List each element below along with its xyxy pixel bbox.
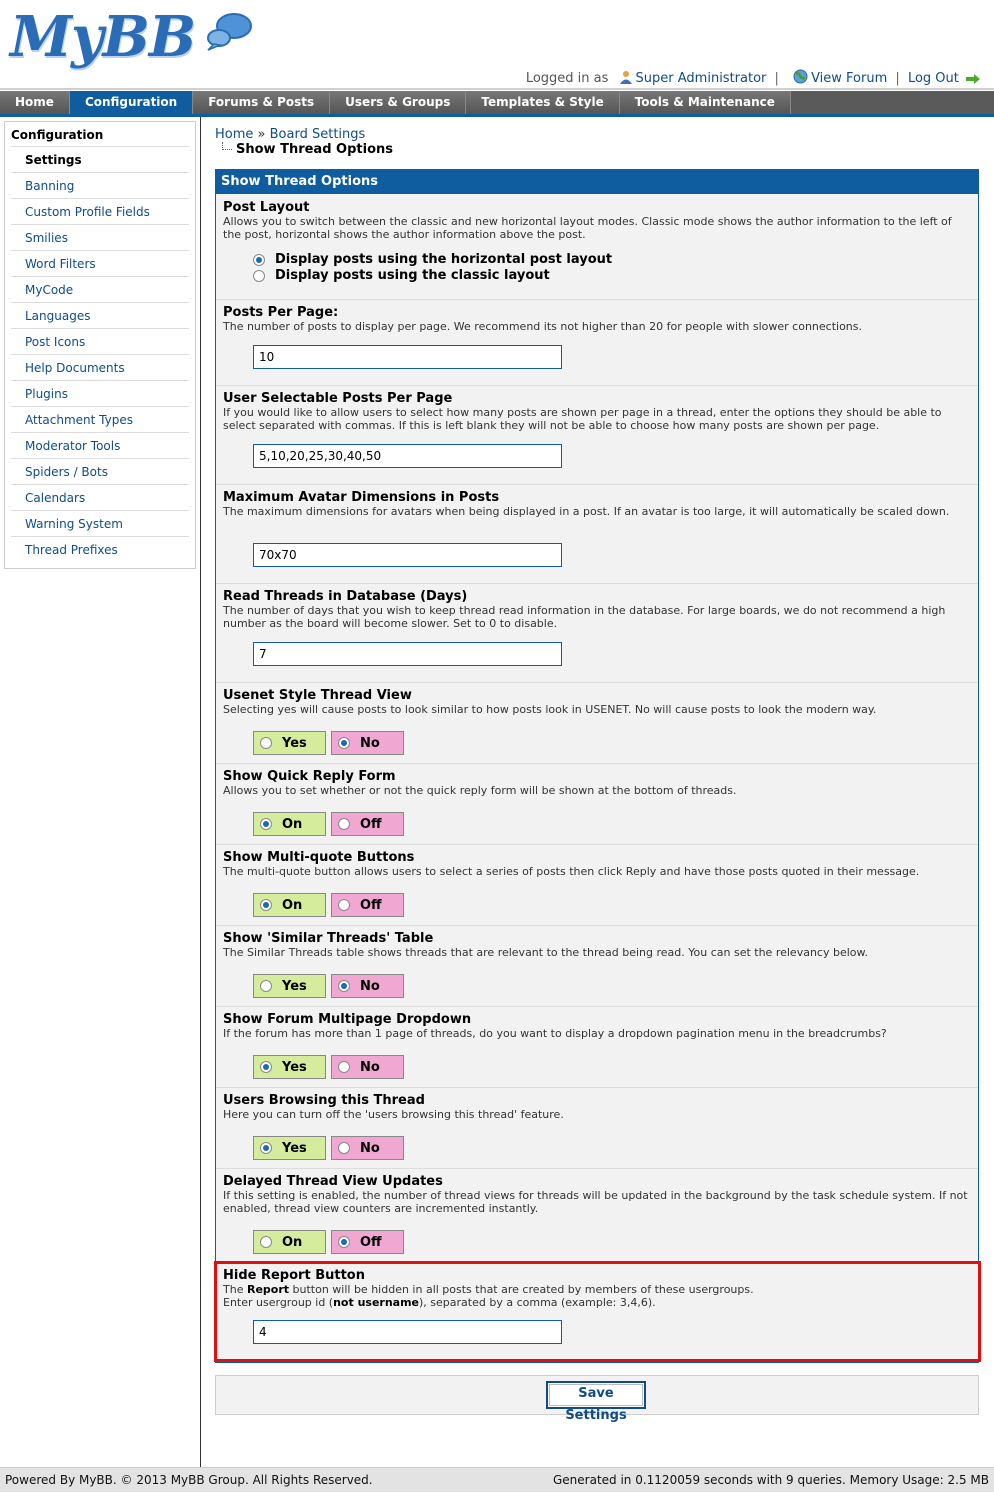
user-icon [619, 70, 633, 84]
yes-no-toggle [253, 731, 409, 755]
tree-connector [222, 142, 232, 150]
radio-button[interactable] [338, 1236, 350, 1248]
option-label: Off [360, 1234, 382, 1250]
setting-user-selectable-posts [216, 385, 978, 484]
user-selectable-posts-input[interactable]: 5,10,20,25,30,40,50 [253, 444, 562, 468]
sidebar-item-label[interactable]: Thread Prefixes [25, 543, 118, 557]
option-label: On [282, 897, 303, 913]
sidebar-item-label[interactable]: Word Filters [25, 257, 96, 271]
option-yes[interactable] [253, 1136, 326, 1160]
option-label: No [360, 978, 380, 994]
option-label: Off [360, 897, 382, 913]
radio-horizontal-layout[interactable] [253, 252, 612, 267]
sidebar-item-word-filters[interactable] [11, 250, 189, 276]
option-off[interactable] [331, 1230, 404, 1254]
option-label: Off [360, 816, 382, 832]
option-label: No [360, 735, 380, 751]
desc-bold: not username [333, 1296, 420, 1309]
sidebar-box [4, 121, 196, 569]
yes-no-toggle [253, 1136, 409, 1160]
sidebar-item-label[interactable]: Custom Profile Fields [25, 205, 150, 219]
sidebar-item-warning-system[interactable] [11, 510, 189, 536]
on-off-toggle [253, 812, 409, 836]
setting-description: If the forum has more than 1 page of threads, do you want to display a dropdown pagination menu in the breadcrumbs? [223, 1027, 887, 1040]
breadcrumb [215, 127, 365, 142]
speech-bubble-icon [204, 10, 254, 52]
setting-description: Allows you to switch between the classic and new horizontal layout modes. Classic mode shows the author information to the left of the post, horizontal shows the author information above the post. [223, 215, 952, 241]
posts-per-page-input[interactable]: 10 [253, 345, 562, 369]
setting-quick-reply [216, 763, 978, 844]
desc-bold: Report [246, 1283, 290, 1296]
yes-no-toggle [253, 974, 409, 998]
option-off[interactable] [331, 812, 404, 836]
sidebar-item-mycode[interactable] [11, 276, 189, 302]
setting-label: User Selectable Posts Per Page [223, 391, 453, 406]
mybb-logo[interactable] [8, 4, 248, 84]
radio-button[interactable] [260, 737, 272, 749]
option-no[interactable] [331, 731, 404, 755]
setting-multi-quote [216, 844, 978, 925]
sidebar-item-attachment-types[interactable] [11, 406, 189, 432]
radio-button[interactable] [260, 1061, 272, 1073]
radio-button[interactable] [338, 980, 350, 992]
setting-description: If this setting is enabled, the number of thread views for threads will be updated in the background by the task schedule system. If not enabled, thread view counters are incremented instantly. [223, 1189, 968, 1215]
option-label: No [360, 1140, 380, 1156]
settings-panel [215, 169, 979, 1363]
option-label: On [282, 1234, 303, 1250]
panel-title: Show Thread Options [216, 170, 978, 194]
radio-label: Display posts using the horizontal post layout [275, 252, 613, 267]
option-no[interactable] [331, 1055, 404, 1079]
sidebar-item-moderator-tools[interactable] [11, 432, 189, 458]
sidebar-title: Configuration [11, 128, 104, 142]
option-label: Yes [282, 978, 307, 994]
option-on[interactable] [253, 812, 326, 836]
option-no[interactable] [331, 1136, 404, 1160]
main-menu [0, 91, 994, 117]
radio-label: Display posts using the classic layout [275, 268, 550, 283]
setting-post-layout [216, 195, 978, 299]
tab-users-groups[interactable]: Users & Groups [330, 91, 466, 114]
radio-button[interactable] [338, 818, 350, 830]
setting-label: Post Layout [223, 200, 310, 215]
breadcrumb-board-settings[interactable]: Board Settings [269, 127, 366, 142]
sidebar-item-languages[interactable] [11, 302, 189, 328]
view-forum-link[interactable]: View Forum [811, 71, 888, 86]
setting-posts-per-page [216, 299, 978, 385]
sidebar-item-label[interactable]: MyCode [25, 283, 74, 297]
sidebar-item-calendars[interactable] [11, 484, 189, 510]
sidebar-item-label[interactable]: Settings [25, 153, 82, 167]
setting-description: The multi-quote button allows users to select a series of posts then click Reply and have those posts quoted in their message. [223, 865, 920, 878]
sidebar-item-label[interactable]: Languages [25, 309, 91, 323]
breadcrumb-home[interactable]: Home [215, 127, 254, 142]
sidebar-item-label[interactable]: Smilies [25, 231, 68, 245]
user-bar [526, 69, 984, 86]
setting-label: Users Browsing this Thread [223, 1093, 425, 1108]
breadcrumb-current [222, 142, 393, 157]
setting-description: Selecting yes will cause posts to look similar to how posts look in USENET. No will cause posts to look the modern way. [223, 703, 877, 716]
log-out-link[interactable]: Log Out [907, 71, 959, 86]
setting-label: Usenet Style Thread View [223, 688, 412, 703]
radio-button[interactable] [253, 270, 265, 282]
arrow-right-icon [965, 74, 981, 84]
logo-text: MyBB [10, 4, 196, 70]
option-label: Yes [282, 1140, 307, 1156]
setting-description: The maximum dimensions for avatars when being displayed in a post. If an avatar is too large, it will automatically be scaled down. [223, 505, 950, 518]
setting-description: The number of days that you wish to keep thread read information in the database. For large boards, we do not recommend a high number as the board will become slower. Set to 0 to disable. [223, 604, 946, 630]
desc-text: ), separated by a comma (example: 3,4,6). [419, 1296, 656, 1309]
setting-label: Show Forum Multipage Dropdown [223, 1012, 472, 1027]
desc-text: Enter usergroup id ( [223, 1296, 334, 1309]
radio-button[interactable] [260, 980, 272, 992]
setting-similar-threads [216, 925, 978, 1006]
breadcrumb-separator: » [257, 127, 266, 142]
sidebar-item-label[interactable]: Plugins [25, 387, 68, 401]
radio-button[interactable] [338, 1061, 350, 1073]
option-label: Yes [282, 735, 307, 751]
user-name-link[interactable]: Super Administrator [635, 71, 767, 86]
option-yes[interactable] [253, 974, 326, 998]
option-yes[interactable] [253, 731, 326, 755]
sidebar-item-help-documents[interactable] [11, 354, 189, 380]
option-off[interactable] [331, 893, 404, 917]
globe-icon [793, 69, 808, 84]
footer-copyright: Powered By MyBB. © 2013 MyBB Group. All Rights Reserved. [5, 1473, 373, 1487]
tab-home[interactable]: Home [0, 91, 70, 114]
sidebar-item-label[interactable]: Spiders / Bots [25, 465, 108, 479]
setting-label: Hide Report Button [223, 1268, 365, 1283]
tab-templates-style[interactable]: Templates & Style [466, 91, 619, 114]
setting-description: The number of posts to display per page. We recommend its not higher than 20 for people with slower connections. [223, 320, 863, 333]
sidebar-item-spiders-bots[interactable] [11, 458, 189, 484]
sidebar-item-post-icons[interactable] [11, 328, 189, 354]
yes-no-toggle [253, 1055, 409, 1079]
option-yes[interactable] [253, 1055, 326, 1079]
logged-in-label: Logged in as [525, 71, 609, 86]
option-on[interactable] [253, 893, 326, 917]
setting-label: Delayed Thread View Updates [223, 1174, 443, 1189]
sidebar-item-settings[interactable] [11, 146, 189, 172]
sidebar-item-label[interactable]: Post Icons [25, 335, 86, 349]
sidebar-item-label[interactable]: Calendars [25, 491, 86, 505]
option-label: On [282, 816, 303, 832]
tab-tools-maintenance[interactable]: Tools & Maintenance [620, 91, 791, 114]
setting-label: Posts Per Page: [223, 305, 339, 320]
sidebar-item-plugins[interactable] [11, 380, 189, 406]
setting-description: Here you can turn off the 'users browsing this thread' feature. [223, 1108, 564, 1121]
hide-report-usergroups-input[interactable]: 4 [253, 1320, 562, 1344]
setting-delayed-thread-views [216, 1168, 978, 1262]
sidebar-item-banning[interactable] [11, 172, 189, 198]
separator: | [774, 71, 779, 86]
setting-label: Show Multi-quote Buttons [223, 850, 415, 865]
radio-button[interactable] [260, 1142, 272, 1154]
desc-text: The [223, 1283, 247, 1296]
radio-button[interactable] [260, 899, 272, 911]
option-on[interactable] [253, 1230, 326, 1254]
separator: | [895, 71, 900, 86]
sidebar-item-label[interactable]: Moderator Tools [25, 439, 121, 453]
setting-description: Allows you to set whether or not the quick reply form will be shown at the bottom of threads. [223, 784, 737, 797]
radio-button[interactable] [338, 1142, 350, 1154]
sidebar-item-label[interactable]: Help Documents [25, 361, 125, 375]
sidebar-item-label[interactable]: Banning [25, 179, 75, 193]
radio-button[interactable] [338, 737, 350, 749]
sidebar-item-custom-profile-fields[interactable] [11, 198, 189, 224]
sidebar-item-thread-prefixes[interactable] [11, 536, 189, 562]
option-label: No [360, 1059, 380, 1075]
setting-max-avatar-dimensions [216, 484, 978, 583]
radio-button[interactable] [260, 818, 272, 830]
avatar-dimensions-input[interactable]: 70x70 [253, 543, 562, 567]
tab-configuration[interactable]: Configuration [70, 91, 193, 114]
highlight-box [214, 1261, 981, 1362]
breadcrumb-current-label: Show Thread Options [236, 142, 393, 157]
setting-description: If you would like to allow users to select how many posts are shown per page in a thread, enter the options they should be able to select separated with commas. If this is left blank they will not be able to choose how many posts are shown per page. [223, 406, 942, 432]
option-no[interactable] [331, 974, 404, 998]
setting-label: Show Quick Reply Form [223, 769, 396, 784]
save-settings-button[interactable]: Save Settings [546, 1381, 646, 1409]
sidebar [0, 117, 201, 1467]
setting-label: Maximum Avatar Dimensions in Posts [223, 490, 500, 505]
radio-button[interactable] [338, 899, 350, 911]
footer-stats: Generated in 0.1120059 seconds with 9 queries. Memory Usage: 2.5 MB [552, 1473, 989, 1487]
setting-description: The Similar Threads table shows threads that are relevant to the thread being read. You can set the relevancy below. [223, 946, 868, 959]
radio-button[interactable] [260, 1236, 272, 1248]
setting-usenet-style [216, 682, 978, 763]
setting-label: Read Threads in Database (Days) [223, 589, 468, 604]
radio-button[interactable] [253, 254, 265, 266]
sidebar-item-label[interactable]: Warning System [25, 517, 123, 531]
footer [0, 1467, 994, 1492]
header-divider [0, 88, 994, 90]
sidebar-item-smilies[interactable] [11, 224, 189, 250]
setting-read-threads-days [216, 583, 978, 682]
tab-forums-posts[interactable]: Forums & Posts [193, 91, 330, 114]
desc-text: button will be hidden in all posts that are created by members of these usergroups. [289, 1283, 754, 1296]
option-label: Yes [282, 1059, 307, 1075]
setting-multipage-dropdown [216, 1006, 978, 1087]
radio-classic-layout[interactable] [253, 268, 550, 283]
on-off-toggle [253, 893, 409, 917]
on-off-toggle [253, 1230, 409, 1254]
setting-users-browsing [216, 1087, 978, 1168]
save-bar [215, 1375, 979, 1423]
setting-label: Show 'Similar Threads' Table [223, 931, 434, 946]
read-threads-days-input[interactable]: 7 [253, 642, 562, 666]
sidebar-item-label[interactable]: Attachment Types [25, 413, 133, 427]
